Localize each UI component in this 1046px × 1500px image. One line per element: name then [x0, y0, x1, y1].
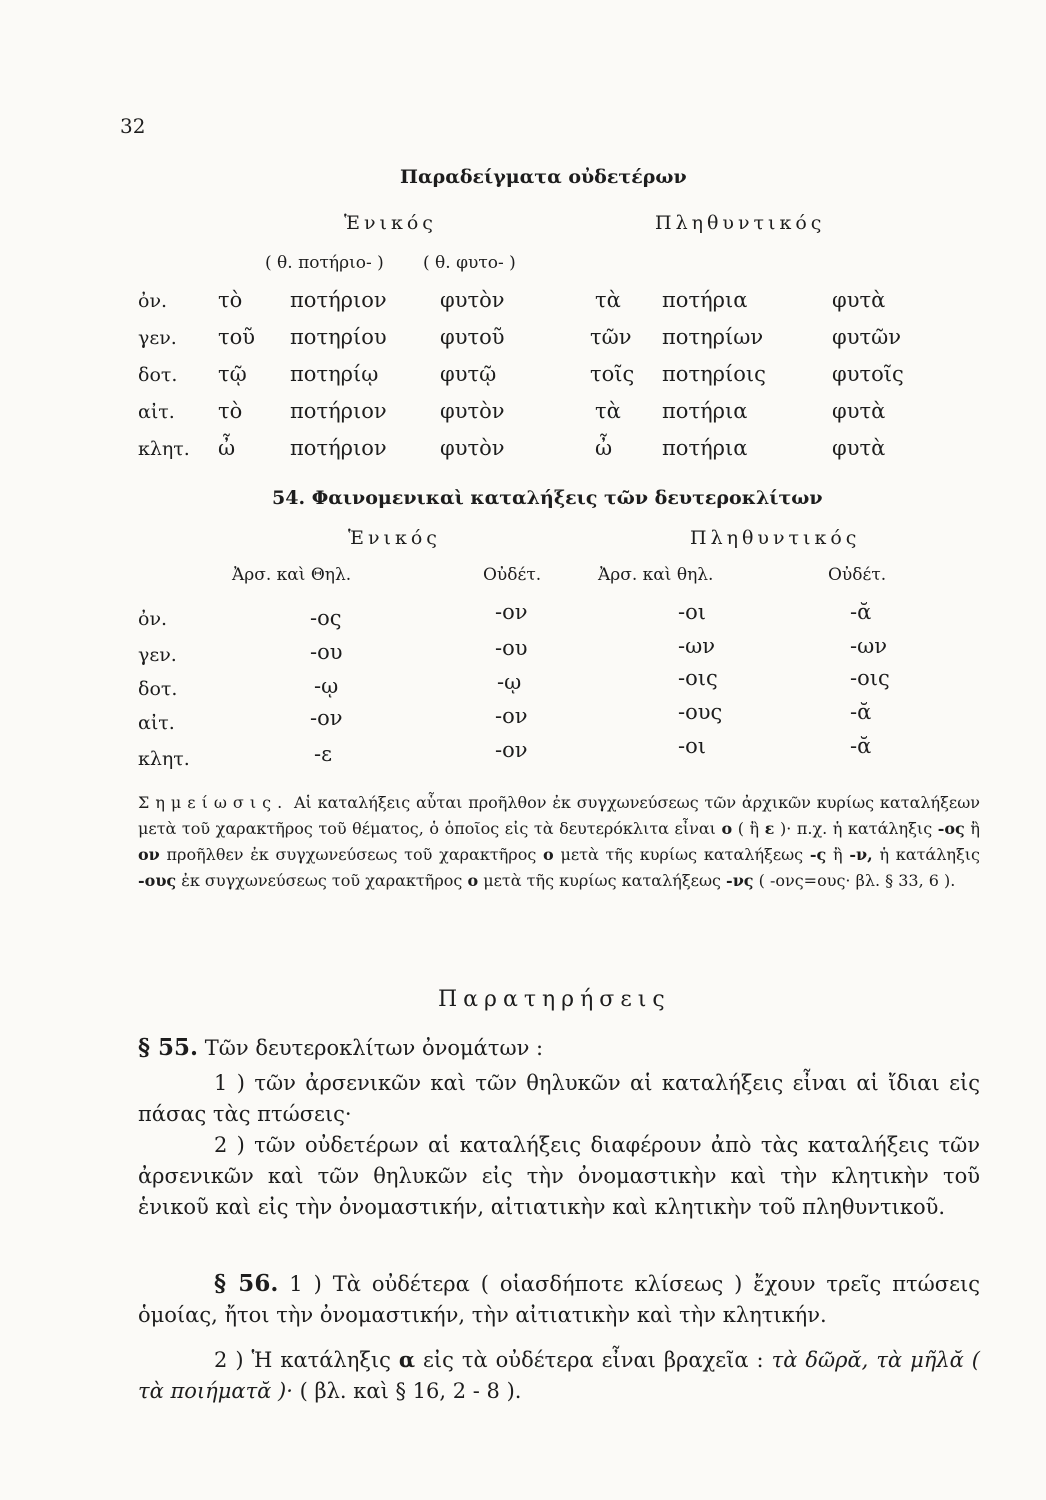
section-56-label: § 56. — [214, 1270, 279, 1297]
ending-neuter-singular: -ον — [495, 704, 528, 728]
article-singular: τῷ — [218, 362, 247, 386]
noun2-singular: φυτὸν — [440, 436, 505, 460]
noun1-plural: ποτήρια — [662, 436, 748, 460]
case-label: ὀν. — [138, 290, 168, 312]
article-singular: τοῦ — [218, 325, 256, 349]
ending-masc-fem-singular: -ε — [314, 742, 332, 766]
section-title: Φαινομενικαὶ καταλήξεις τῶν δευτεροκλίτων — [311, 487, 823, 509]
noun2-singular: φυτὸν — [440, 399, 505, 423]
ending-neuter-singular: -ῳ — [497, 670, 522, 694]
case-label: κλητ. — [138, 438, 190, 460]
section-55-label: § 55. — [138, 1034, 199, 1061]
ending-masc-fem-plural: -ων — [678, 634, 715, 658]
section-56-italic: τὰ δῶρᾰ, τὰ μῆλᾰ ( τὰ ποιήματᾰ )· — [138, 1348, 980, 1403]
singular-heading-2: Ἑνικός — [348, 527, 441, 549]
note-label: Σημείωσις. — [138, 793, 289, 812]
observations-heading: Παρατηρήσεις — [438, 987, 671, 1012]
section-56-text-1: 1 ) Τὰ οὐδέτερα ( οἱασδήποτε κλίσεως ) ἔχουν τρεῖς πτώσεις ὁμοίας, ἤτοι τὴν ὀνομαστικήν, τὴν αἰτιατικὴν καὶ τὴν κλητικήν. — [138, 1272, 980, 1327]
noun1-singular: ποτήριον — [290, 288, 387, 312]
article-plural: τῶν — [590, 325, 632, 349]
noun1-plural: ποτήρια — [662, 288, 748, 312]
section-54-heading — [272, 487, 823, 509]
section-56-text: εἰς τὰ οὐδέτερα εἶναι βραχεῖα : — [423, 1348, 764, 1372]
article-singular: τὸ — [218, 288, 243, 312]
section-55-text: Τῶν δευτεροκλίτων ὀνομάτων : — [204, 1036, 544, 1060]
note-text: μετὰ τῆς κυρίως καταλήξεως — [483, 871, 721, 890]
note-text: Αἱ καταλήξεις αὗται προῆλθον ἐκ συγχωνεύσεως τῶν ἀρχικῶν κυρίως καταλήξεων μετὰ τοῦ χαρακτῆρος τοῦ θέματος, ὁ ὁποῖος εἰς τὰ δευτερόκλιτα εἶναι — [138, 793, 980, 838]
section-number: 54. — [272, 487, 306, 509]
note-bold: ο — [467, 871, 479, 890]
section-55-intro — [138, 1032, 980, 1064]
plural-heading: Πληθυντικός — [655, 212, 826, 234]
stem-label-2: ( θ. φυτο- ) — [423, 253, 516, 273]
section-55-item-2: 2 ) τῶν οὐδετέρων αἱ καταλήξεις διαφέρουν ἀπὸ τὰς καταλήξεις τῶν ἀρσενικῶν καὶ τῶν θηλυκῶν εἰς τὴν ὀνομαστικὴν καὶ τὴν κλητικὴν τοῦ ἑνικοῦ καὶ εἰς τὴν ὀνομαστικήν, αἰτιατικὴν καὶ κλητικὴν τοῦ πληθυντικοῦ. — [138, 1133, 980, 1219]
ending-masc-fem-plural: -οις — [678, 666, 718, 690]
section-56-item-1 — [138, 1268, 980, 1331]
note-text: ( ἢ — [737, 819, 760, 838]
case-label: γεν. — [138, 644, 177, 666]
section-56-item-2 — [138, 1344, 980, 1407]
section-56-text: ( βλ. καὶ § 16, 2 - 8 ). — [299, 1379, 522, 1403]
noun2-plural: φυτὰ — [832, 288, 886, 312]
noun2-plural: φυτὰ — [832, 436, 886, 460]
note-text: μετὰ τῆς κυρίως καταλήξεως — [560, 845, 804, 864]
noun1-singular: ποτήριον — [290, 436, 387, 460]
noun1-plural: ποτηρίοις — [662, 362, 766, 386]
note-text: ἢ — [970, 819, 980, 838]
col-neuter-singular: Οὐδέτ. — [483, 565, 542, 585]
noun2-singular: φυτῷ — [440, 362, 497, 386]
ending-masc-fem-singular: -ον — [310, 706, 343, 730]
article-singular: ὦ — [218, 436, 236, 460]
ending-masc-fem-plural: -ους — [678, 700, 723, 724]
note-bold: -ς — [809, 845, 827, 864]
noun1-singular: ποτηρίῳ — [290, 362, 379, 386]
ending-neuter-singular: -ον — [495, 600, 528, 624]
note-bold: ε — [764, 819, 775, 838]
plural-heading-2: Πληθυντικός — [690, 527, 861, 549]
col-masc-fem-singular: Ἀρσ. καὶ Θηλ. — [232, 565, 352, 585]
ending-neuter-plural: -ᾰ — [850, 600, 872, 624]
case-label: κλητ. — [138, 748, 190, 770]
ending-neuter-plural: -ων — [850, 634, 887, 658]
noun2-singular: φυτὸν — [440, 288, 505, 312]
ending-masc-fem-plural: -οι — [678, 734, 706, 758]
ending-neuter-singular: -ου — [495, 636, 528, 660]
note-bold: -ους — [138, 871, 177, 890]
article-plural: ὦ — [595, 436, 613, 460]
noun2-plural: φυτῶν — [832, 325, 901, 349]
note-bold: -ν, — [849, 845, 873, 864]
noun2-plural: φυτὰ — [832, 399, 886, 423]
case-label: ὀν. — [138, 608, 168, 630]
note-text: ἐκ συγχωνεύσεως τοῦ χαρακτῆρος — [181, 871, 463, 890]
noun1-plural: ποτήρια — [662, 399, 748, 423]
note-bold: ο — [543, 845, 554, 864]
section-56-text: 2 ) Ἡ κατάληξις — [214, 1348, 391, 1372]
section-55-item-1: 1 ) τῶν ἀρσενικῶν καὶ τῶν θηλυκῶν αἱ καταλήξεις εἶναι αἱ ἴδιαι εἰς πάσας τὰς πτώσεις· — [138, 1071, 980, 1126]
case-label: δοτ. — [138, 364, 178, 386]
noun1-singular: ποτηρίου — [290, 325, 387, 349]
ending-masc-fem-singular: -ου — [310, 640, 343, 664]
ending-neuter-plural: -οις — [850, 666, 890, 690]
singular-heading: Ἑνικός — [344, 212, 437, 234]
note-text: ( -ονς=ους· βλ. § 33, 6 ). — [758, 871, 956, 890]
article-plural: τὰ — [595, 399, 621, 423]
note-bold: ο — [721, 819, 733, 838]
note-text: προῆλθεν ἐκ συγχωνεύσεως τοῦ χαρακτῆρος — [166, 845, 537, 864]
note-bold: -ος — [937, 819, 965, 838]
ending-masc-fem-singular: -ῳ — [314, 674, 339, 698]
note-text: )· π.χ. ἡ κατάληξις — [779, 819, 933, 838]
note-text: ἡ κατάληξις — [879, 845, 981, 864]
ending-masc-fem-singular: -ος — [310, 606, 342, 630]
note-paragraph — [138, 790, 980, 894]
article-plural: τὰ — [595, 288, 621, 312]
noun2-singular: φυτοῦ — [440, 325, 505, 349]
col-neuter-plural: Οὐδέτ. — [828, 565, 887, 585]
ending-neuter-singular: -ον — [495, 738, 528, 762]
ending-masc-fem-plural: -οι — [678, 600, 706, 624]
stem-label-1: ( θ. ποτήριο- ) — [265, 253, 384, 273]
section-56-bold: α — [398, 1347, 416, 1372]
noun1-singular: ποτήριον — [290, 399, 387, 423]
noun1-plural: ποτηρίων — [662, 325, 764, 349]
ending-neuter-plural: -ᾰ — [850, 734, 872, 758]
note-bold: -νς — [726, 871, 754, 890]
case-label: δοτ. — [138, 678, 178, 700]
col-masc-fem-plural: Ἀρσ. καὶ θηλ. — [598, 565, 714, 585]
case-label: αἰτ. — [138, 401, 175, 423]
article-plural: τοῖς — [590, 362, 635, 386]
ending-neuter-plural: -ᾰ — [850, 700, 872, 724]
section-title-neuter-examples: Παραδείγματα οὐδετέρων — [400, 166, 687, 188]
case-label: αἰτ. — [138, 712, 175, 734]
note-text: ἢ — [833, 845, 843, 864]
page-number: 32 — [120, 114, 146, 138]
note-bold: ον — [138, 845, 160, 864]
noun2-plural: φυτοῖς — [832, 362, 904, 386]
article-singular: τὸ — [218, 399, 243, 423]
case-label: γεν. — [138, 327, 177, 349]
